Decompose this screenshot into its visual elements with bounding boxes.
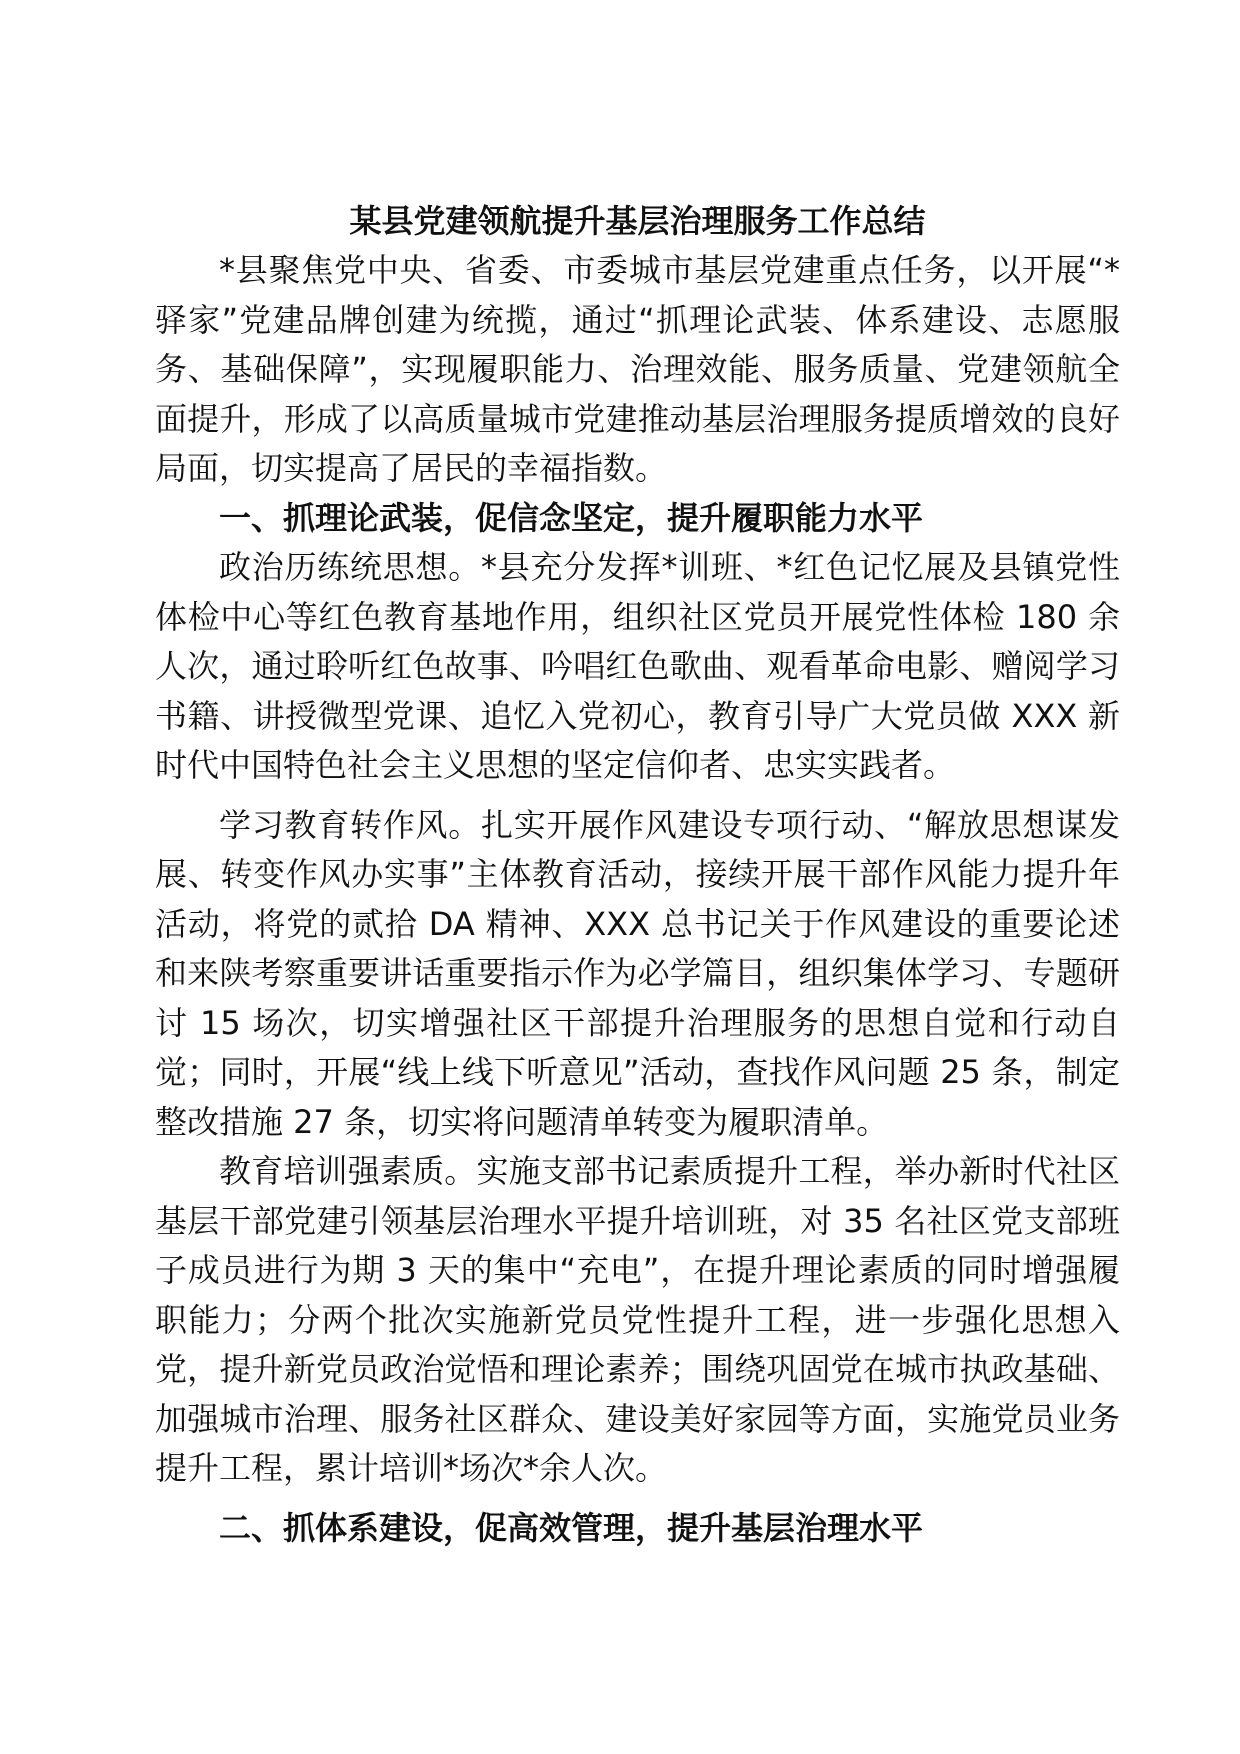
- section-1-paragraph-1: 政治历练统思想。*县充分发挥*训班、*红色记忆展及县镇党性体检中心等红色教育基地作用，组织社区党员开展党性体检 180 余人次，通过聆听红色故事、吟唱红色歌曲、观看革命电影、赠阅学习书籍、讲授微型党课、追忆入党初心，教育引导广大党员做 XXX 新时代中国特色社会主义思想的坚定信仰者、忠实实践者。: [155, 548, 1120, 784]
- section-1-paragraph-2: 学习教育转作风。扎实开展作风建设专项行动、“解放思想谋发展、转变作风办实事”主体教育活动，接续开展干部作风能力提升年活动，将党的贰拾 DA 精神、XXX 总书记关于作风建设的重要论述和来陕考察重要讲话重要指示作为必学篇目，组织集体学习、专题研讨 15 场次，切实增强社区干部提升治理服务的思想自觉和行动自觉；同时，开展“线上线下听意见”活动，查找作风问题 25 条，制定整改措施 27 条，切实将问题清单转变为履职清单。: [155, 805, 1120, 1141]
- intro-paragraph: *县聚焦党中央、省委、市委城市基层党建重点任务，以开展“*驿家”党建品牌创建为统揽，通过“抓理论武装、体系建设、志愿服务、基础保障”，实现履职能力、治理效能、服务质量、党建领航全面提升，形成了以高质量城市党建推动基层治理服务提质增效的良好局面，切实提高了居民的幸福指数。: [155, 251, 1120, 487]
- section-2-heading: 二、抓体系建设，促高效管理，提升基层治理水平: [219, 1508, 924, 1547]
- section-1-paragraph-3: 教育培训强素质。实施支部书记素质提升工程，举办新时代社区基层干部党建引领基层治理水平提升培训班，对 35 名社区党支部班子成员进行为期 3 天的集中“充电”，在提升理论素质的同时增强履职能力；分两个批次实施新党员党性提升工程，进一步强化思想入党，提升新党员政治觉悟和理论素养；围绕巩固党在城市执政基础、加强城市治理、服务社区群众、建设美好家园等方面，实施党员业务提升工程，累计培训*场次*余人次。: [155, 1152, 1120, 1487]
- section-1-heading: 一、抓理论武装，促信念坚定，提升履职能力水平: [219, 498, 924, 537]
- document-title: 某县党建领航提升基层治理服务工作总结: [349, 202, 926, 240]
